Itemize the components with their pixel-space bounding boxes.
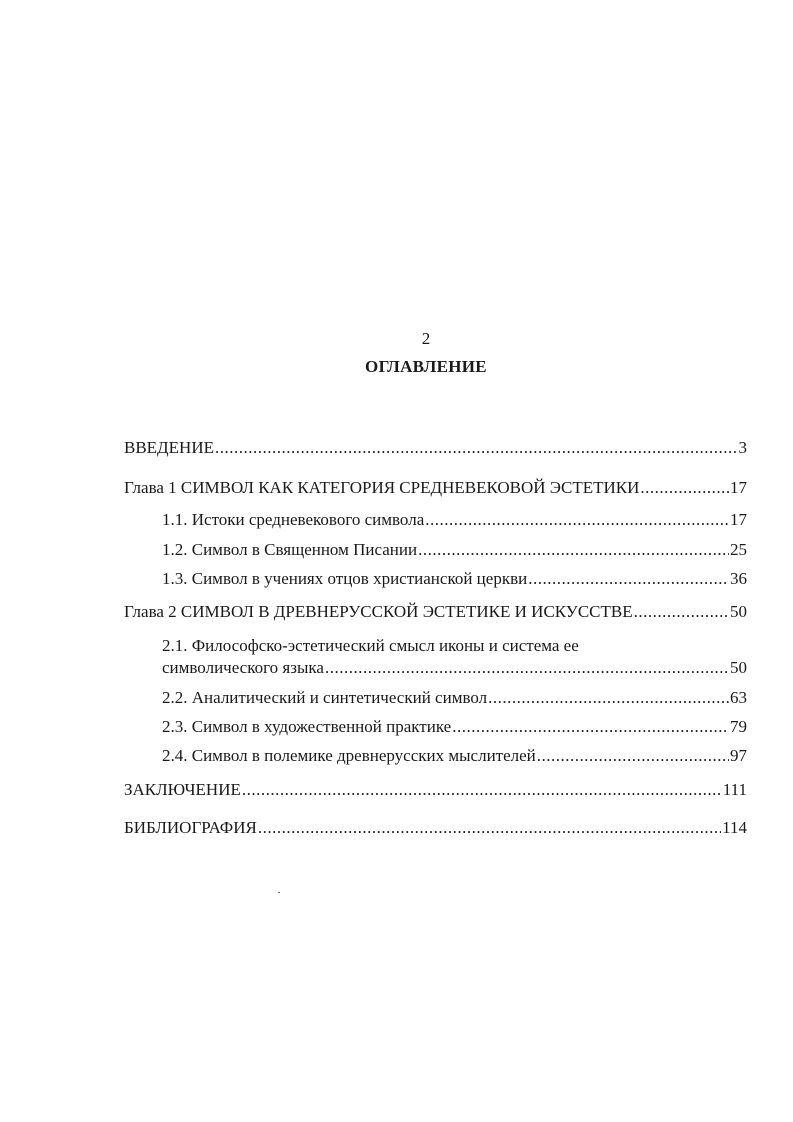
- toc-entry-label: ЗАКЛЮЧЕНИЕ: [124, 780, 241, 799]
- toc-entry-page: 114: [722, 818, 747, 837]
- toc-entry-page: 63: [730, 688, 747, 707]
- toc-entry-section-2-3[interactable]: [162, 717, 747, 737]
- dot-leader: [488, 688, 729, 708]
- toc-entry-page: 3: [738, 438, 747, 457]
- toc-entry-label: Глава 1 СИМВОЛ КАК КАТЕГОРИЯ СРЕДНЕВЕКОВОЙ ЭСТЕТИКИ: [124, 478, 640, 497]
- scan-speck: [278, 892, 280, 893]
- dot-leader: [215, 438, 738, 458]
- toc-entry-section-2-4[interactable]: [162, 746, 747, 766]
- toc-entry-page: 97: [730, 746, 747, 765]
- toc-title: ОГЛАВЛЕНИЕ: [365, 357, 487, 376]
- dot-leader: [452, 717, 729, 737]
- toc-entry-chapter-2[interactable]: [124, 602, 747, 622]
- toc-entry-conclusion[interactable]: [124, 780, 747, 800]
- toc-entry-page: 50: [730, 602, 747, 621]
- dot-leader: [634, 602, 729, 622]
- toc-entry-page: 17: [730, 510, 747, 529]
- dot-leader: [242, 780, 722, 800]
- toc-entry-label: 1.2. Символ в Священном Писании: [162, 540, 418, 559]
- toc-entry-label: символического языка: [162, 658, 324, 677]
- toc-entry-section-2-1-line1[interactable]: 2.1. Философско-эстетический смысл иконы и система ее: [162, 636, 579, 655]
- page-number: 2: [421, 329, 431, 348]
- toc-entry-page: 79: [730, 717, 747, 736]
- toc-entry-section-1-2[interactable]: [162, 540, 747, 560]
- toc-entry-introduction[interactable]: [124, 438, 747, 458]
- toc-entry-label: Глава 2 СИМВОЛ В ДРЕВНЕРУССКОЙ ЭСТЕТИКЕ И ИСКУССТВЕ: [124, 602, 633, 621]
- dot-leader: [425, 510, 729, 530]
- dot-leader: [258, 818, 721, 838]
- toc-entry-label: 2.3. Символ в художественной практике: [162, 717, 452, 736]
- toc-entry-label: 2.2. Аналитический и синтетический символ: [162, 688, 488, 707]
- toc-entry-page: 50: [730, 658, 747, 677]
- toc-entry-page: 111: [722, 780, 747, 799]
- toc-entry-label: ВВЕДЕНИЕ: [124, 438, 214, 457]
- toc-entry-section-1-3[interactable]: [162, 569, 747, 589]
- dot-leader: [640, 478, 729, 498]
- toc-entry-page: 17: [730, 478, 747, 497]
- toc-entry-page: 36: [730, 569, 747, 588]
- dot-leader: [528, 569, 729, 589]
- toc-entry-section-2-2[interactable]: [162, 688, 747, 708]
- dot-leader: [537, 746, 729, 766]
- toc-entry-label: БИБЛИОГРАФИЯ: [124, 818, 257, 837]
- dot-leader: [325, 658, 729, 678]
- dot-leader: [418, 540, 729, 560]
- toc-entry-section-2-1[interactable]: [162, 658, 747, 678]
- toc-entry-label: 1.3. Символ в учениях отцов христианской церкви: [162, 569, 528, 588]
- toc-entry-label: 2.4. Символ в полемике древнерусских мыслителей: [162, 746, 536, 765]
- toc-entry-chapter-1[interactable]: [124, 478, 747, 498]
- toc-entry-label: 1.1. Истоки средневекового символа: [162, 510, 425, 529]
- toc-entry-section-1-1[interactable]: [162, 510, 747, 530]
- toc-entry-bibliography[interactable]: [124, 818, 747, 838]
- toc-entry-page: 25: [730, 540, 747, 559]
